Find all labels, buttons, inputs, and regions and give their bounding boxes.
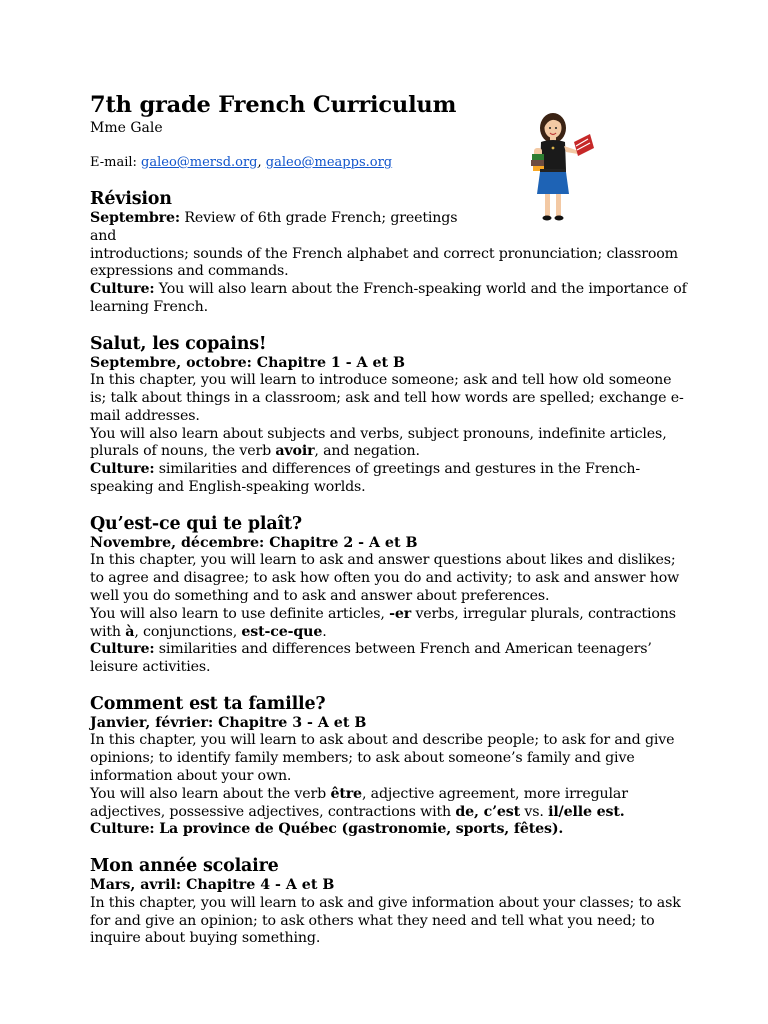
text-run: , and negation. — [314, 443, 420, 460]
section-title: Révision — [90, 189, 172, 209]
text-run: . — [322, 623, 327, 640]
section-title: Mon année scolaire — [90, 856, 279, 877]
email-link-mersd[interactable]: galeo@mersd.org — [141, 155, 258, 170]
section-subtitle: Septembre, octobre: Chapitre 1 - A et B — [90, 354, 405, 371]
email-label: E-mail: — [90, 155, 142, 170]
bold-term: il/elle est. — [548, 803, 625, 820]
text-run: , conjunctions, — [134, 623, 242, 640]
culture-text: similarities and differences of greetings and gestures in the French-speaking and English-speaking worlds. — [90, 461, 641, 496]
culture-line — [90, 461, 690, 497]
text-run: You will also learn about subjects and verbs, subject pronouns, indefinite articles, plurals of nouns, the verb — [90, 425, 667, 460]
month-label: Septembre: — [90, 210, 180, 226]
culture-label: Culture: — [90, 641, 155, 658]
section-subtitle: Janvier, février: Chapitre 3 - A et B — [90, 714, 367, 731]
section-para: In this chapter, you will learn to ask and give information about your classes; to ask for and give an opinion; to ask others what they need and tell what you need; to inquire about buying something. — [90, 894, 681, 947]
section-subtitle: Mars, avril: Chapitre 4 - A et B — [90, 877, 335, 894]
section-body — [90, 210, 480, 246]
section-chapitre-3 — [90, 694, 690, 839]
culture-line — [90, 281, 690, 317]
teacher-name: Mme Gale — [90, 120, 163, 136]
section-para: In this chapter, you will learn to ask about and describe people; to ask for and give opinions; to identify family members; to ask about someone’s family and give information about your own. — [90, 732, 675, 785]
email-line — [90, 154, 690, 171]
month-text: Review of 6th grade French; greetings and — [90, 210, 458, 244]
section-title: Salut, les copains! — [90, 333, 267, 354]
email-link-meapps[interactable]: galeo@meapps.org — [265, 155, 393, 170]
email-separator: , — [257, 155, 266, 170]
section-para-grammar — [90, 786, 690, 822]
text-run: , adjective agreement, more irregular adjectives, possessive adjectives, contractions with — [90, 785, 628, 820]
bold-term: à — [125, 623, 135, 640]
bold-term: être — [330, 785, 362, 802]
section-chapitre-4 — [90, 856, 690, 948]
text-run: You will also learn to use definite articles, — [90, 605, 390, 622]
text-run: vs. — [520, 803, 549, 820]
section-chapitre-1 — [90, 334, 690, 497]
section-subtitle: Novembre, décembre: Chapitre 2 - A et B — [90, 534, 418, 551]
bold-term: avoir — [275, 443, 315, 460]
section-para: In this chapter, you will learn to ask and answer questions about likes and dislikes; to agree and disagree; to ask how often you do and activity; to ask and answer how well you do something and to ask and answer about preferences. — [90, 552, 680, 604]
section-para: In this chapter, you will learn to introduce someone; ask and tell how old someone is; talk about things in a classroom; ask and tell how words are spelled; exchange e-mail addresses. — [90, 372, 684, 424]
bold-term: -er — [389, 605, 412, 622]
section-revision — [90, 189, 690, 317]
document-page — [90, 92, 690, 948]
section-title: Comment est ta famille? — [90, 693, 326, 714]
section-body-cont: introductions; sounds of the French alphabet and correct pronunciation; classroom expressions and commands. — [90, 245, 678, 280]
culture-text: similarities and differences between French and American teenagers’ leisure activities. — [90, 641, 652, 676]
culture-text: You will also learn about the French-speaking world and the importance of learning French. — [90, 281, 687, 315]
bold-term: est-ce-que — [241, 623, 323, 640]
bold-term: de, c’est — [455, 803, 520, 820]
text-run: verbs, irregular plurals, contractions with — [90, 605, 676, 640]
culture-line — [90, 641, 690, 677]
text-run: You will also learn about the verb — [90, 785, 331, 802]
section-para-grammar — [90, 606, 690, 642]
culture-label: Culture: — [90, 461, 155, 478]
culture-label: Culture: La province de Québec (gastronomie, sports, fêtes). — [90, 821, 564, 838]
section-para-grammar — [90, 426, 690, 462]
page-title: 7th grade French Curriculum — [90, 92, 457, 118]
culture-label: Culture: — [90, 281, 155, 298]
section-title: Qu’est-ce qui te plaît? — [90, 513, 302, 534]
culture-line — [90, 821, 690, 839]
section-chapitre-2 — [90, 514, 690, 677]
